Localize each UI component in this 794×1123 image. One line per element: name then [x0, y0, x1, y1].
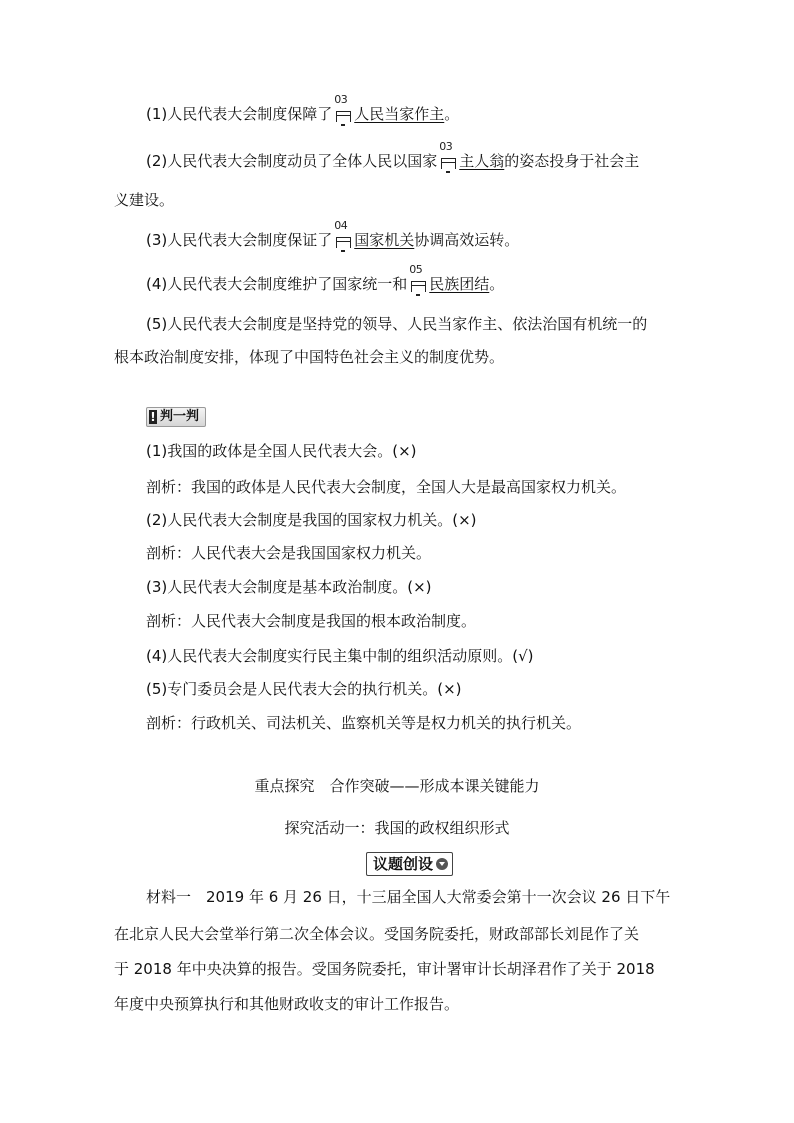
section-title: 重点探究 合作突破——形成本课关键能力 — [254, 777, 540, 795]
judge-line: (3)人民代表大会制度是基本政治制度。(×) — [146, 578, 432, 596]
answer-key: 国家机关 — [354, 231, 415, 249]
material-line: 在北京人民大会堂举行第二次全体会议。受国务院委托，财政部部长刘昆作了关 — [114, 925, 640, 943]
item-3: (3)人民代表大会制度保证了 04 国家机关协调高效运转。 — [146, 229, 519, 250]
chevron-down-icon — [436, 858, 448, 870]
blank-marker-icon: 03 — [438, 150, 458, 170]
item-1: (1)人民代表大会制度保障了 03 人民当家作主。 — [146, 103, 459, 124]
item-5: (5)人民代表大会制度是坚持党的领导、人民当家作主、依法治国有机统一的 — [146, 315, 648, 333]
material-line: 年度中央预算执行和其他财政收支的审计工作报告。 — [114, 995, 460, 1013]
judge-line: (2)人民代表大会制度是我国的国家权力机关。(×) — [146, 511, 477, 529]
item-5-cont: 根本政治制度安排，体现了中国特色社会主义的制度优势。 — [114, 348, 505, 366]
answer-key: 民族团结 — [429, 275, 490, 293]
blank-marker-icon: 04 — [333, 229, 353, 249]
item-4: (4)人民代表大会制度维护了国家统一和 05 民族团结。 — [146, 273, 504, 294]
judge-line: (1)我国的政体是全国人民代表大会。(×) — [146, 442, 417, 460]
judge-analysis: 剖析：我国的政体是人民代表大会制度，全国人大是最高国家权力机关。 — [146, 478, 627, 496]
blank-marker-icon: 05 — [408, 273, 428, 293]
topic-label: 议题创设 — [373, 855, 434, 873]
answer-key: 人民当家作主 — [354, 105, 445, 123]
judge-line: (4)人民代表大会制度实行民主集中制的组织活动原则。(√) — [146, 647, 534, 665]
judge-analysis: 剖析：人民代表大会是我国国家权力机关。 — [146, 544, 432, 562]
judge-analysis: 剖析：行政机关、司法机关、监察机关等是权力机关的执行机关。 — [146, 714, 582, 732]
blank-marker-icon: 03 — [333, 103, 353, 123]
judge-analysis: 剖析：人民代表大会制度是我国的根本政治制度。 — [146, 612, 477, 630]
answer-key: 主人翁 — [459, 152, 505, 170]
material-line: 于 2018 年中央决算的报告。受国务院委托，审计署审计长胡泽君作了关于 2018 — [114, 960, 655, 978]
item-2: (2)人民代表大会制度动员了全体人民以国家 03 主人翁的姿态投身于社会主 — [146, 150, 639, 171]
exclamation-icon: ! — [150, 410, 156, 424]
material-line: 材料一 2019 年 6 月 26 日，十三届全国人大常委会第十一次会议 26 日下午 — [146, 888, 671, 906]
item-2-cont: 义建设。 — [114, 191, 175, 209]
judge-badge-label: 判一判 — [160, 409, 200, 424]
activity-title: 探究活动一：我国的政权组织形式 — [284, 819, 510, 837]
topic-badge — [366, 852, 453, 876]
judge-badge — [146, 407, 206, 427]
judge-line: (5)专门委员会是人民代表大会的执行机关。(×) — [146, 680, 462, 698]
